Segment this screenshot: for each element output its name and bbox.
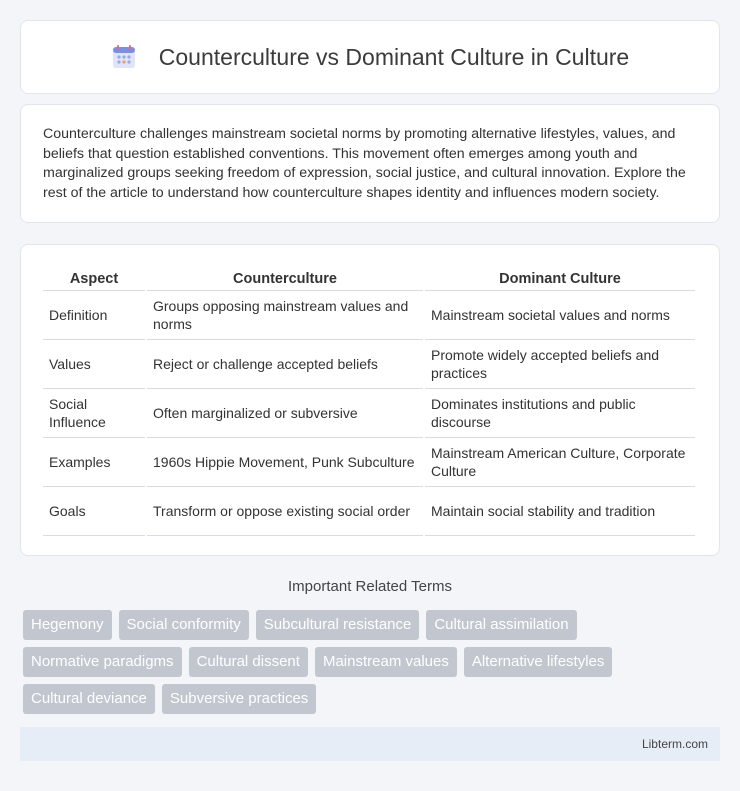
intro-card [20,104,720,223]
related-terms-list [23,610,723,714]
related-terms-title: Important Related Terms [288,578,452,595]
row-dominant-culture: Mainstream American Culture, Corporate Culture [425,438,695,487]
tag-alternative-lifestyles[interactable]: Alternative lifestyles [464,647,613,677]
header-dominant-culture: Dominant Culture [425,267,695,291]
table-row [43,487,695,536]
row-dominant-culture: Dominates institutions and public discourse [425,389,695,438]
row-counterculture: 1960s Hippie Movement, Punk Subculture [147,438,423,487]
row-aspect: Social Influence [43,389,145,438]
page-title: Counterculture vs Dominant Culture in Culture [158,43,630,70]
tag-normative-paradigms[interactable]: Normative paradigms [23,647,182,677]
row-dominant-culture: Mainstream societal values and norms [425,291,695,340]
header-aspect: Aspect [43,267,145,291]
comparison-table-card [20,244,720,556]
header-counterculture: Counterculture [147,267,423,291]
table-row [43,340,695,389]
calendar-icon [111,44,137,70]
row-counterculture: Groups opposing mainstream values and norms [147,291,423,340]
comparison-table [41,267,697,536]
table-header-row [43,267,695,291]
table-row [43,438,695,487]
row-counterculture: Often marginalized or subversive [147,389,423,438]
row-counterculture: Reject or challenge accepted beliefs [147,340,423,389]
intro-text: Counterculture challenges mainstream societal norms by promoting alternative lifestyles, values, and beliefs that question established conventions. This movement often emerges among youth and marginalized groups seeking freedom of expression, social justice, and cultural innovation. Explore the rest of the article to understand how counterculture shapes identity and influences modern society. [43,126,686,201]
row-aspect: Values [43,340,145,389]
footer-site-link[interactable]: Libterm.com [641,737,708,751]
tag-cultural-dissent[interactable]: Cultural dissent [189,647,308,677]
table-row [43,389,695,438]
row-dominant-culture: Promote widely accepted beliefs and practices [425,340,695,389]
row-aspect: Examples [43,438,145,487]
tag-subcultural-resistance[interactable]: Subcultural resistance [256,610,420,640]
tag-subversive-practices[interactable]: Subversive practices [162,684,316,714]
row-aspect: Definition [43,291,145,340]
row-aspect: Goals [43,487,145,536]
tag-cultural-deviance[interactable]: Cultural deviance [23,684,155,714]
tag-hegemony[interactable]: Hegemony [23,610,112,640]
table-row [43,291,695,340]
row-counterculture: Transform or oppose existing social order [147,487,423,536]
tag-cultural-assimilation[interactable]: Cultural assimilation [426,610,576,640]
footer [20,727,720,761]
row-dominant-culture: Maintain social stability and tradition [425,487,695,536]
tag-social-conformity[interactable]: Social conformity [119,610,249,640]
tag-mainstream-values[interactable]: Mainstream values [315,647,457,677]
header-card [20,20,720,94]
